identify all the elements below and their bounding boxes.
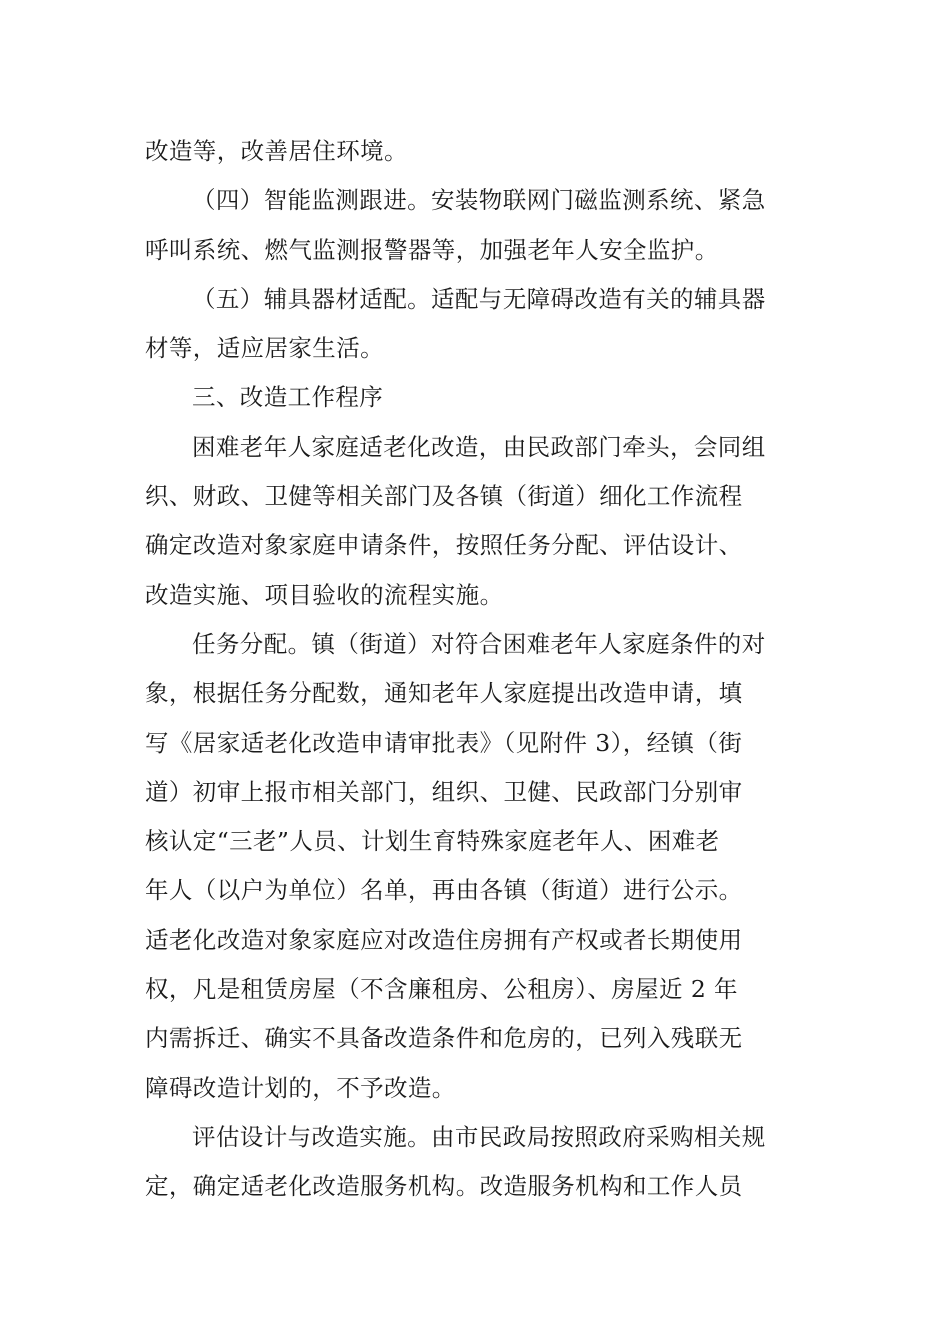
- text-line: 呼叫系统、燃气监测报警器等，加强老年人安全监护。: [145, 235, 719, 264]
- text-line: （四）智能监测跟进。安装物联网门磁监测系统、紧急: [192, 186, 766, 215]
- text-line: 权，凡是租赁房屋（不含廉租房、公租房）、房屋近 2 年: [145, 975, 738, 1004]
- text-line: 写《居家适老化改造申请审批表》（见附件 3），经镇（街: [145, 728, 743, 757]
- text-line: 适老化改造对象家庭应对改造住房拥有产权或者长期使用: [145, 925, 743, 954]
- text-line: 改造等，改善居住环境。: [145, 137, 408, 165]
- section-heading: 三、改造工作程序: [192, 383, 384, 412]
- text-line: 障碍改造计划的，不予改造。: [145, 1073, 456, 1102]
- text-line: 任务分配。镇（街道）对符合困难老年人家庭条件的对: [192, 629, 766, 658]
- text-line: 织、财政、卫健等相关部门及各镇（街道）细化工作流程: [145, 482, 743, 511]
- text-line: 内需拆迁、确实不具备改造条件和危房的，已列入残联无: [145, 1024, 743, 1053]
- text-line: 定，确定适老化改造服务机构。改造服务机构和工作人员: [145, 1172, 743, 1201]
- text-line: 象，根据任务分配数，通知老年人家庭提出改造申请，填: [145, 679, 743, 708]
- text-line: 改造实施、项目验收的流程实施。: [145, 580, 504, 609]
- text-line: 材等，适应居家生活。: [145, 334, 384, 363]
- text-line: 困难老年人家庭适老化改造，由民政部门牵头，会同组: [192, 432, 766, 461]
- text-line: 评估设计与改造实施。由市民政局按照政府采购相关规: [192, 1122, 766, 1151]
- text-line: 道）初审上报市相关部门，组织、卫健、民政部门分别审: [145, 777, 743, 806]
- document-body: [145, 127, 810, 1212]
- text-line: （五）辅具器材适配。适配与无障碍改造有关的辅具器: [192, 284, 766, 313]
- text-line: 确定改造对象家庭申请条件，按照任务分配、评估设计、: [145, 531, 743, 560]
- text-line: 年人（以户为单位）名单，再由各镇（街道）进行公示。: [145, 876, 743, 905]
- text-line: 核认定“三老”人员、计划生育特殊家庭老年人、困难老: [145, 827, 720, 856]
